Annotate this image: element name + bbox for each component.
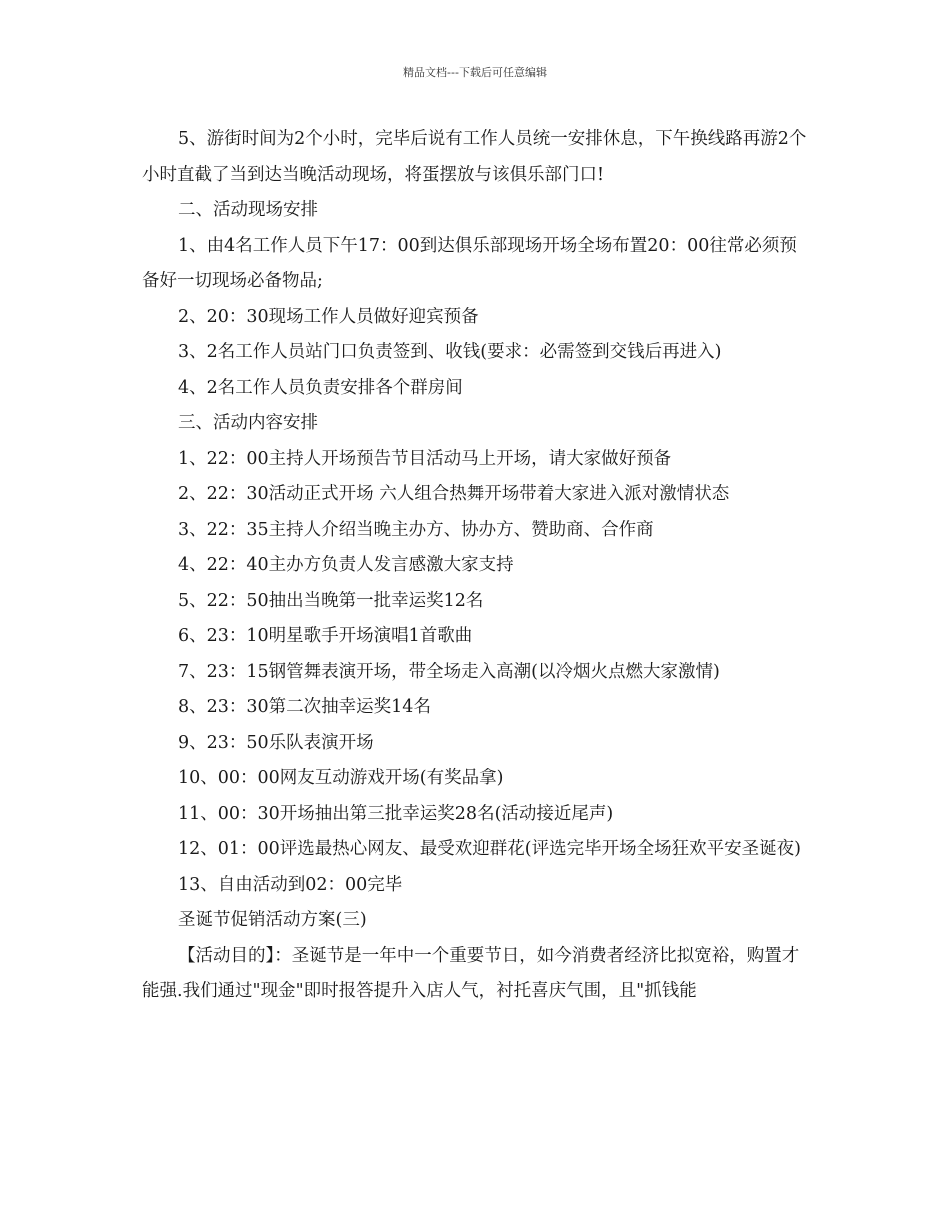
paragraph-onsite-2: 2、20：30现场工作人员做好迎宾预备 <box>178 306 479 327</box>
paragraph-content-4: 4、22：40主办方负责人发言感激大家支持 <box>178 555 514 575</box>
paragraph-content-11: 11、00：30开场抽出第三批幸运奖28名(活动接近尾声) <box>178 803 614 824</box>
paragraph-content-13: 13、自由活动到02：00完毕 <box>178 874 403 895</box>
paragraph-content-6: 6、23：10明星歌手开场演唱1首歌曲 <box>178 626 473 646</box>
paragraph-item-5-parade: 5、游街时间为2个小时，完毕后说有工作人员统一安排休息，下午换线路再游2个小时直截了当到达当晚活动现场，将蛋摆放与该俱乐部门口! <box>142 129 807 185</box>
paragraph-onsite-1: 1、由4名工作人员下午17：00到达俱乐部现场开场全场布置20：00往常必须预备好一切现场必备物品; <box>142 235 797 291</box>
paragraph-content-1: 1、22：00主持人开场预告节目活动马上开场，请大家做好预备 <box>178 448 672 469</box>
paragraph-content-10: 10、00：00网友互动游戏开场(有奖品拿) <box>178 768 504 788</box>
paragraph-activity-purpose: 【活动目的】：圣诞节是一年中一个重要节日，如今消费者经济比拟宽裕，购置才能强.我们通过"现金"即时报答提升入店人气，衬托喜庆气围，且"抓钱能 <box>142 945 800 1001</box>
paragraph-content-5: 5、22：50抽出当晚第一批幸运奖12名 <box>178 590 484 611</box>
section-heading-onsite: 二、活动现场安排 <box>178 200 318 220</box>
section-heading-plan-3: 圣诞节促销活动方案(三) <box>178 910 367 930</box>
paragraph-content-12: 12、01：00评选最热心网友、最受欢迎群花(评选完毕开场全场狂欢平安圣诞夜) <box>178 839 801 859</box>
section-heading-content: 三、活动内容安排 <box>178 413 318 433</box>
page-header: 精品文档---下载后可任意编辑 <box>403 66 547 79</box>
paragraph-content-3: 3、22：35主持人介绍当晚主办方、协办方、赞助商、合作商 <box>178 519 654 540</box>
document-body <box>142 122 814 1010</box>
paragraph-content-9: 9、23：50乐队表演开场 <box>178 732 374 753</box>
paragraph-content-8: 8、23：30第二次抽幸运奖14名 <box>178 697 431 717</box>
paragraph-onsite-3: 3、2名工作人员站门口负责签到、收钱(要求：必需签到交钱后再进入) <box>178 342 722 362</box>
paragraph-content-7: 7、23：15钢管舞表演开场，带全场走入高潮(以冷烟火点燃大家激情) <box>178 661 720 682</box>
paragraph-onsite-4: 4、2名工作人员负责安排各个群房间 <box>178 377 463 398</box>
paragraph-content-2: 2、22：30活动正式开场 六人组合热舞开场带着大家进入派对激情状态 <box>178 484 730 504</box>
